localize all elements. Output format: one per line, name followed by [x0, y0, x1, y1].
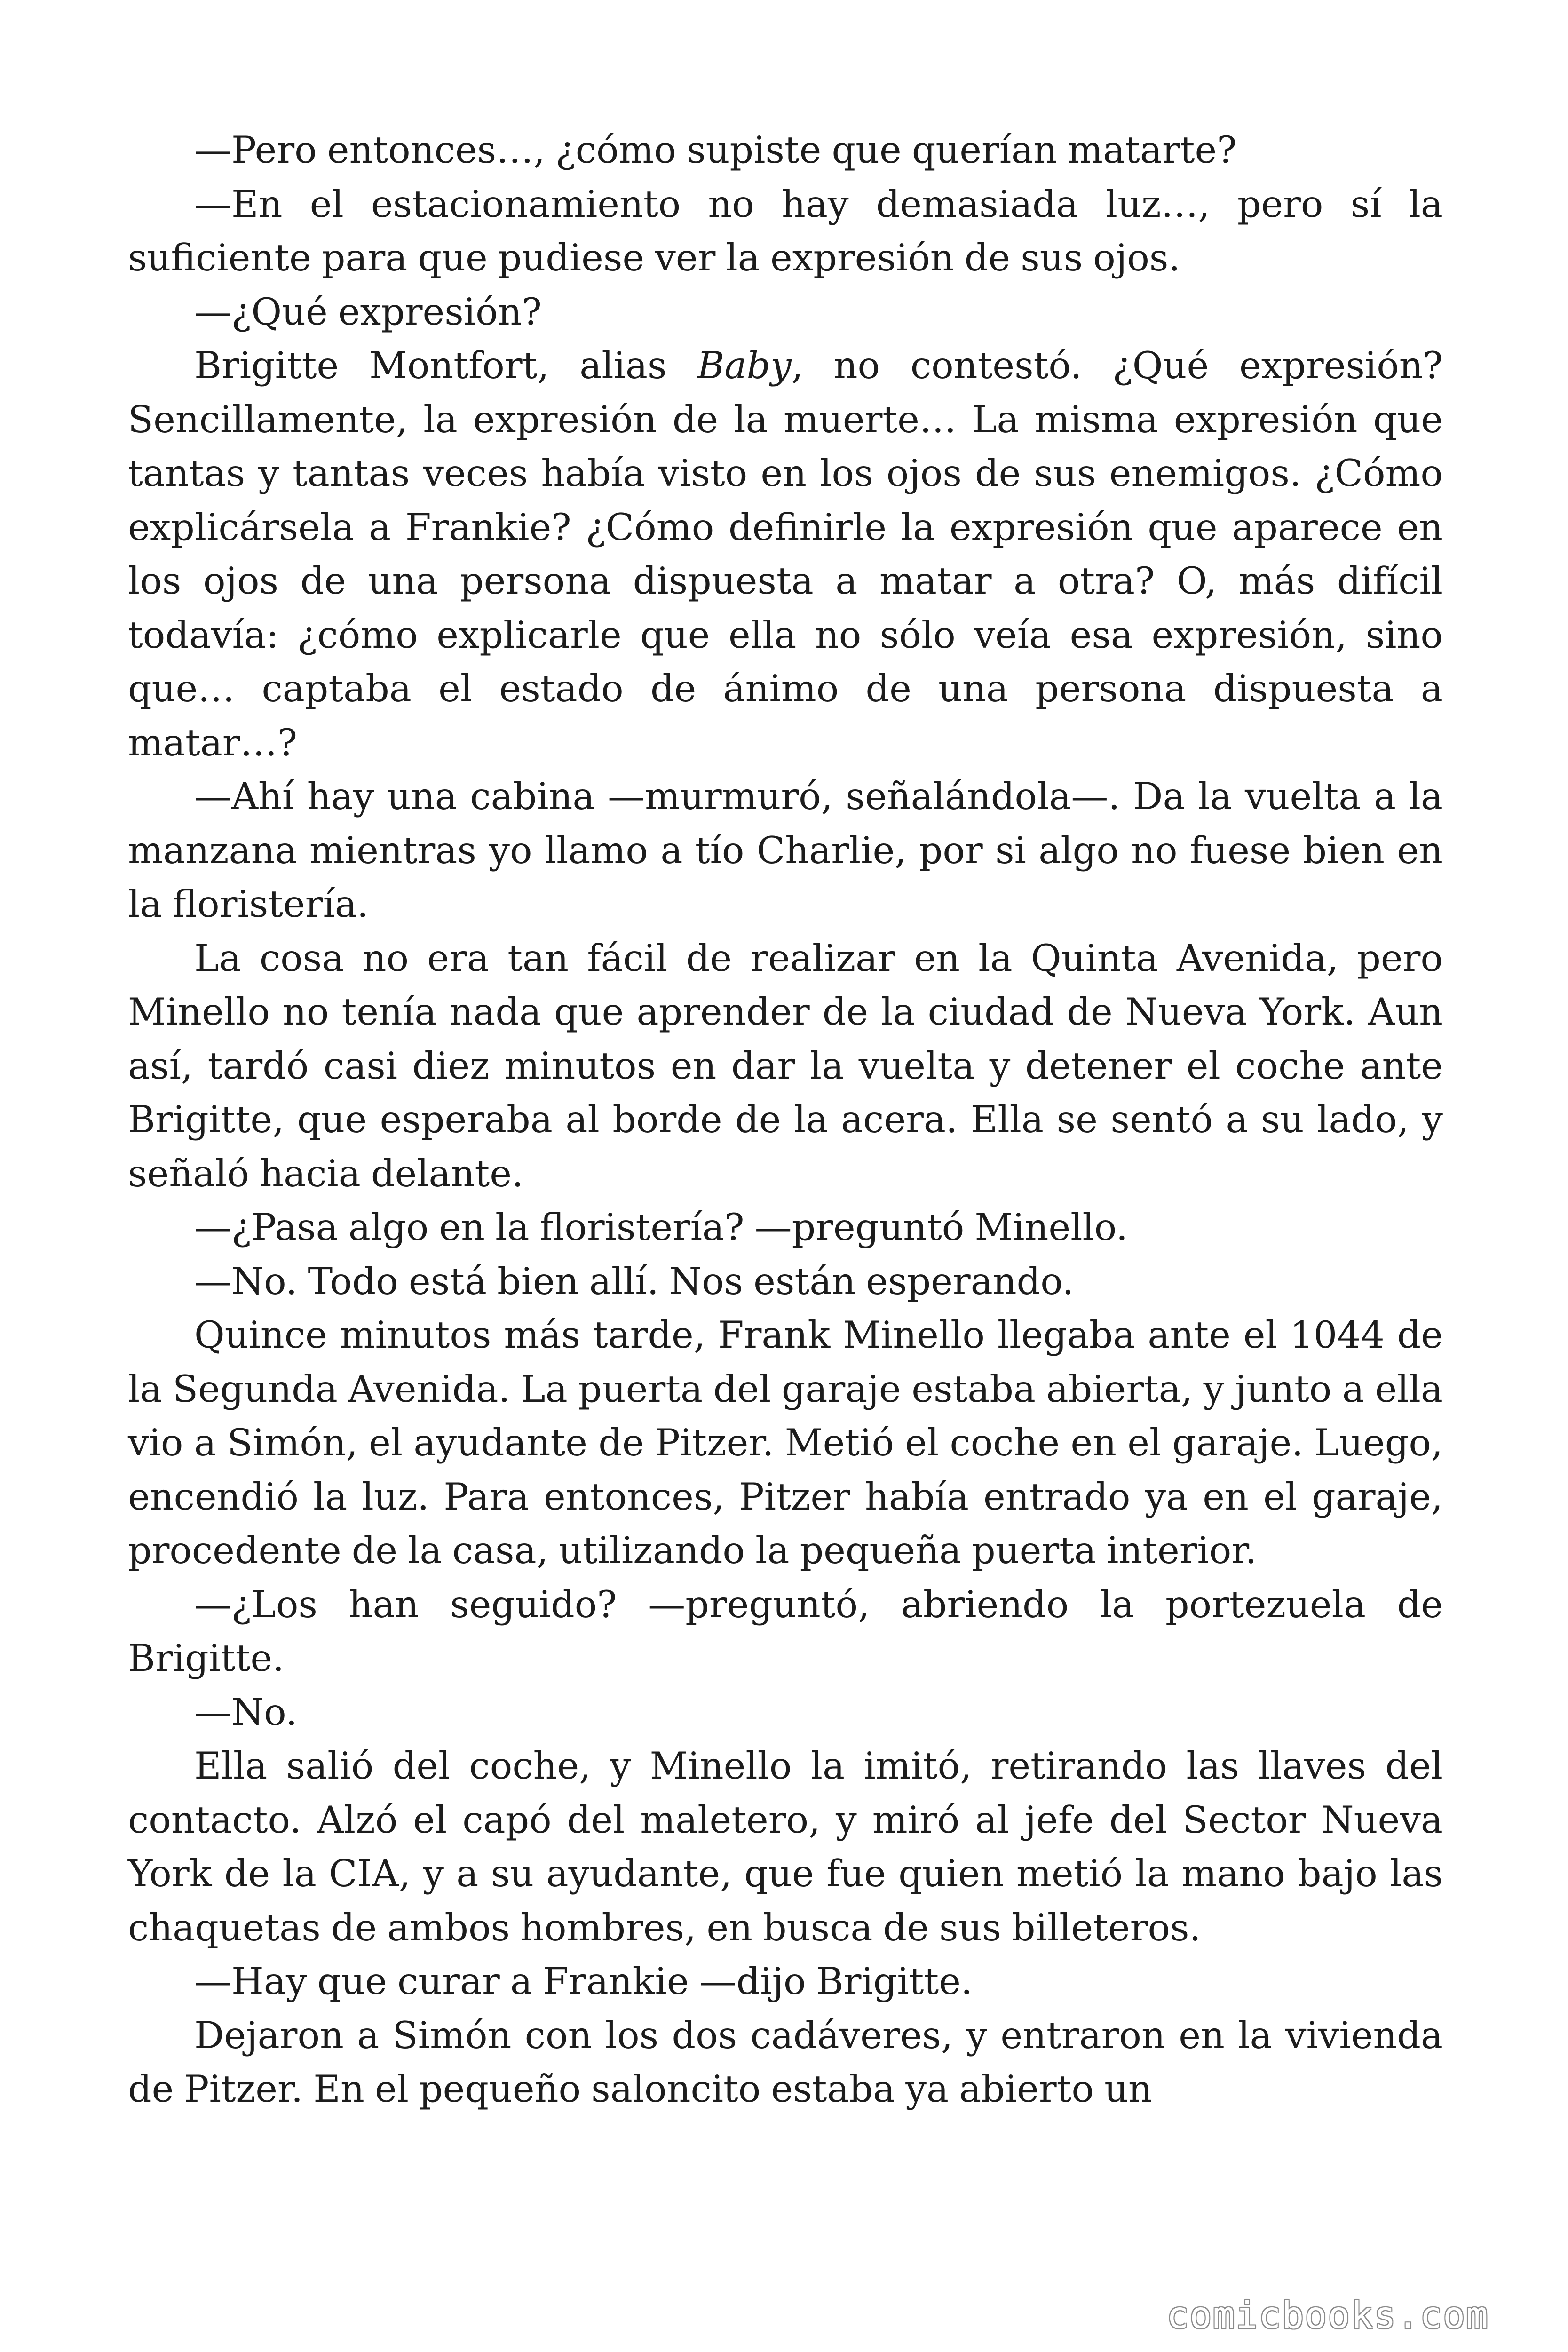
italic-alias: Baby: [697, 344, 792, 387]
paragraph: Quince minutos más tarde, Frank Minello llegaba ante el 1044 de la Segunda Avenida. La puerta del garaje estaba abierta, y junto a ella vio a Simón, el ayudante de Pitzer. Metió el coche en el garaje. Luego, encendió la luz. Para entonces, Pitzer había entrado ya en el garaje, procedente de la casa, utilizando la pequeña puerta interior.: [128, 1313, 1443, 1572]
paragraph: —En el estacionamiento no hay demasiada luz…, pero sí la suficiente para que pudiese ver la expresión de sus ojos.: [128, 182, 1443, 279]
paragraph: —Hay que curar a Frankie —dijo Brigitte.: [194, 1960, 973, 2003]
paragraph: —No. Todo está bien allí. Nos están esperando.: [194, 1259, 1074, 1303]
paragraph: —Pero entonces…, ¿cómo supiste que querían matarte?: [194, 128, 1237, 172]
watermark-logo: comicbooks.com: [1166, 2295, 1489, 2337]
paragraph: [128, 339, 1443, 770]
page-body-text: [128, 123, 1443, 2116]
paragraph: —¿Pasa algo en la floristería? —preguntó Minello.: [194, 1206, 1128, 1249]
paragraph-text-end: , no contestó. ¿Qué expresión? Sencillamente, la expresión de la muerte… La misma expresión que tantas y tantas veces había visto en los ojos de sus enemigos. ¿Cómo explicársela a Frankie? ¿Cómo definirle la expresión que aparece en los ojos de una persona dispuesta a matar a otra? O, más difícil todavía: ¿cómo explicarle que ella no sólo veía esa expresión, sino que… captaba el estado de ánimo de una persona dispuesta a matar…?: [128, 344, 1443, 764]
paragraph-text-start: Brigitte Montfort, alias: [194, 344, 697, 387]
paragraph: Dejaron a Simón con los dos cadáveres, y entraron en la vivienda de Pitzer. En el pequeño saloncito estaba ya abierto un: [128, 2013, 1443, 2111]
paragraph: —No.: [194, 1690, 298, 1734]
paragraph: —Ahí hay una cabina —murmuró, señalándola—. Da la vuelta a la manzana mientras yo llamo a tío Charlie, por si algo no fuese bien en la floristería.: [128, 775, 1443, 926]
paragraph: —¿Qué expresión?: [194, 290, 542, 334]
paragraph: Ella salió del coche, y Minello la imitó, retirando las llaves del contacto. Alzó el capó del maletero, y miró al jefe del Sector Nueva York de la CIA, y a su ayudante, que fue quien metió la mano bajo las chaquetas de ambos hombres, en busca de sus billeteros.: [128, 1744, 1443, 1949]
paragraph: La cosa no era tan fácil de realizar en la Quinta Avenida, pero Minello no tenía nada que aprender de la ciudad de Nueva York. Aun así, tardó casi diez minutos en dar la vuelta y detener el coche ante Brigitte, que esperaba al borde de la acera. Ella se sentó a su lado, y señaló hacia delante.: [128, 936, 1443, 1195]
paragraph: —¿Los han seguido? —preguntó, abriendo la portezuela de Brigitte.: [128, 1582, 1443, 1680]
